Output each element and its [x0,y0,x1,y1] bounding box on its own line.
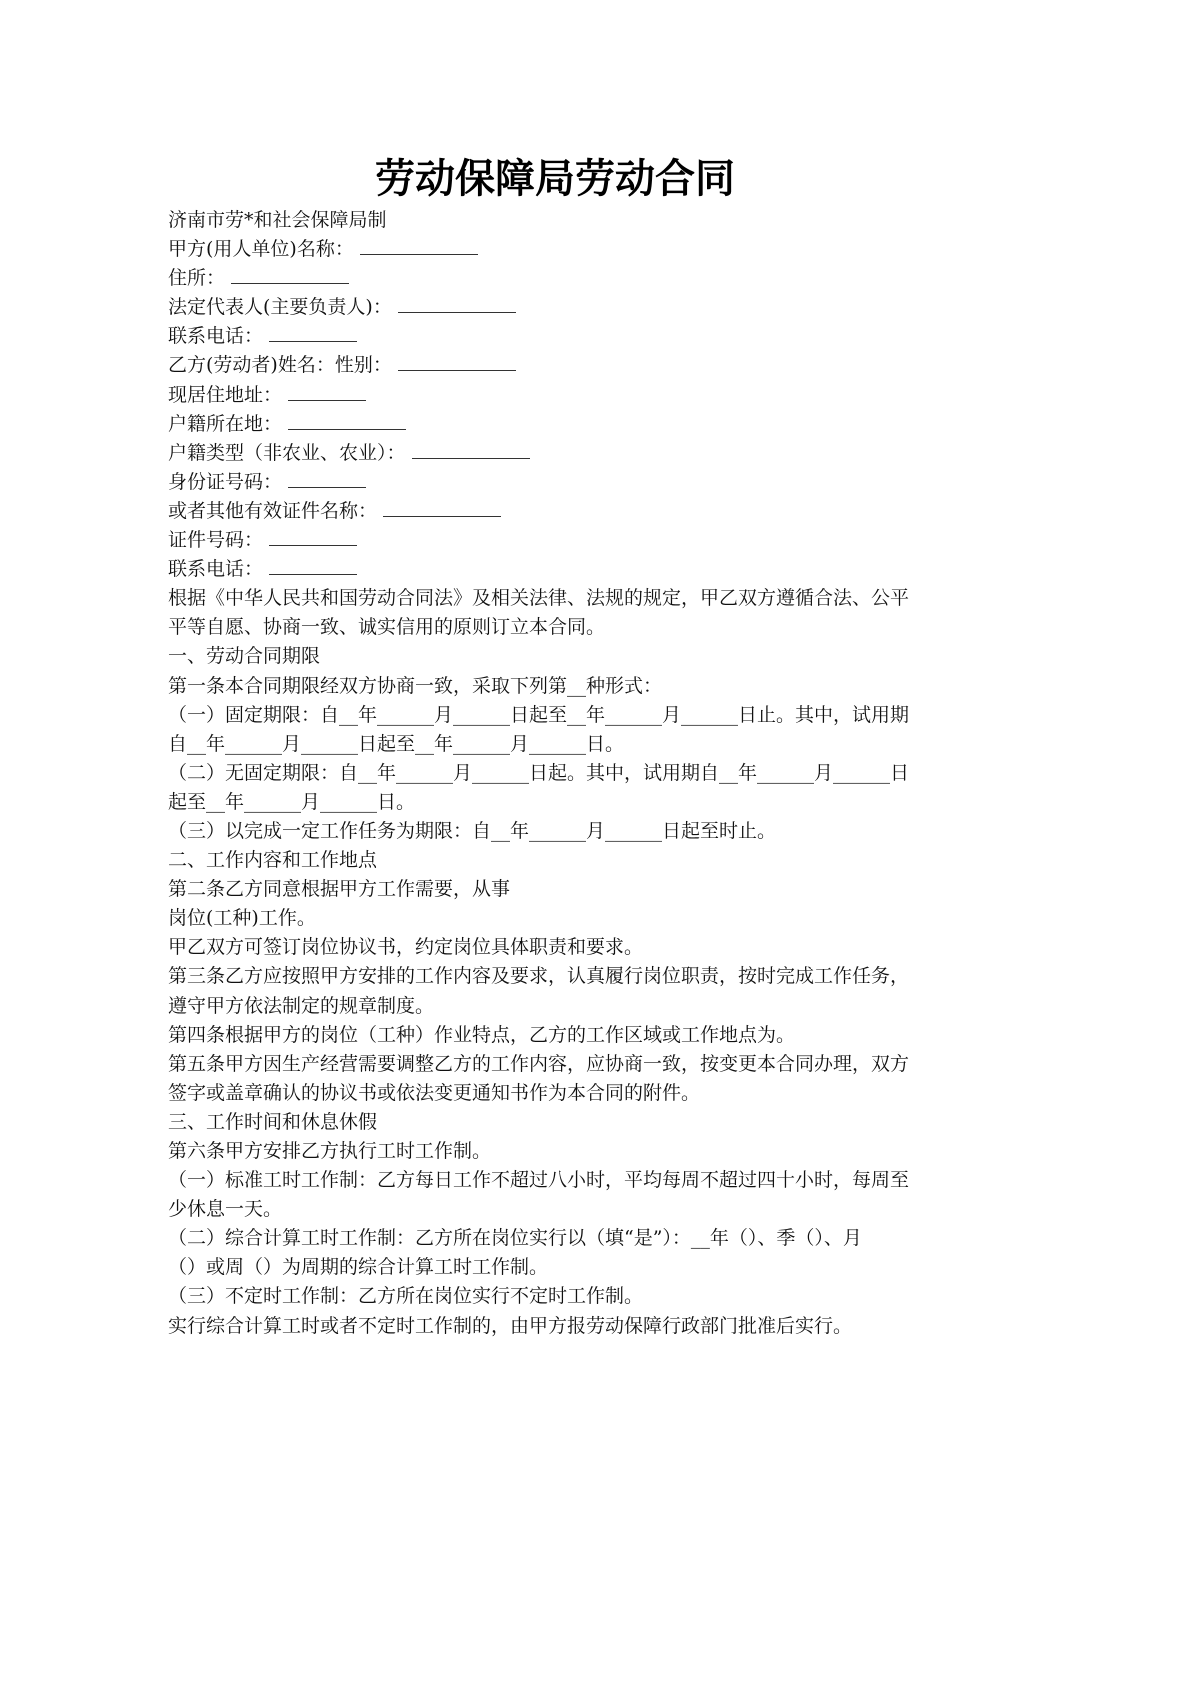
line-text: 乙方(劳动者)姓名：性别： [168,354,392,377]
document-line [168,1079,944,1108]
document-line [168,642,944,671]
line-text: 遵守甲方依法制定的规章制度。 [168,994,435,1017]
line-text: 法定代表人(主要负责人)： [168,296,392,319]
fill-in-blank [269,527,357,546]
document-line [168,235,944,264]
document-title: 劳动保障局劳动合同 [375,156,735,202]
line-text: （三）以完成一定工作任务为期限：自__年______月______日起至时止。 [168,819,777,842]
line-text: （）或周（）为周期的综合计算工时工作制。 [168,1256,549,1279]
fill-in-blank [269,323,357,342]
line-text: （二）综合计算工时工作制：乙方所在岗位实行以（填“是”）：__年（）、季（）、月 [168,1227,862,1250]
line-text: 平等自愿、协商一致、诚实信用的原则订立本合同。 [168,616,606,639]
line-text: 三、工作时间和休息休假 [168,1110,378,1133]
line-text: （二）无固定期限：自__年______月______日起。其中，试用期自__年______月______日 [168,761,910,784]
line-text: 身份证号码： [168,470,283,493]
document-line [168,1253,944,1282]
line-text: 实行综合计算工时或者不定时工作制的，由甲方报劳动保障行政部门批准后实行。 [168,1314,853,1337]
document-line [168,962,944,991]
line-text: 一、劳动合同期限 [168,645,321,668]
document-line [168,701,944,730]
line-text: 住所： [168,267,226,290]
fill-in-blank [288,382,366,401]
line-text: 第四条根据甲方的岗位（工种）作业特点，乙方的工作区域或工作地点为。 [168,1023,796,1046]
line-text: 岗位(工种)工作。 [168,907,316,930]
document-line [168,1282,944,1311]
document-line [168,555,944,584]
document-body [168,206,944,1341]
line-text: 第五条甲方因生产经营需要调整乙方的工作内容，应协商一致，按变更本合同办理，双方 [168,1052,910,1075]
document-line [168,1108,944,1137]
line-text: 甲方(用人单位)名称： [168,238,354,261]
document-line [168,817,944,846]
line-text: 或者其他有效证件名称： [168,499,378,522]
fill-in-blank [398,352,516,371]
document-line [168,730,944,759]
line-text: 第六条甲方安排乙方执行工时工作制。 [168,1140,492,1162]
document-line [168,788,944,817]
document-line [168,904,944,933]
line-text: 根据《中华人民共和国劳动合同法》及相关法律、法规的规定，甲乙双方遵循合法、公平 [168,587,910,610]
fill-in-blank [288,469,366,488]
document-line [168,1195,944,1224]
document-line [168,410,944,439]
document-line [168,584,944,613]
line-text: 济南市劳*和社会保障局制 [168,209,387,231]
line-text: 第三条乙方应按照甲方安排的工作内容及要求，认真履行岗位职责，按时完成工作任务， [168,965,910,988]
line-text: 少休息一天。 [168,1198,283,1221]
document-line [168,672,944,701]
line-text: （三）不定时工作制：乙方所在岗位实行不定时工作制。 [168,1285,644,1308]
document-line [168,206,944,235]
line-text: 起至__年______月______日。 [168,790,416,813]
document-line [168,1166,944,1195]
fill-in-blank [398,294,516,313]
document-line [168,439,944,468]
document-line [168,351,944,380]
document-line [168,1224,944,1253]
document-line [168,497,944,526]
document-line [168,759,944,788]
document-line [168,1137,944,1166]
document-line [168,1021,944,1050]
line-text: 证件号码： [168,529,264,552]
line-text: （一）标准工时工作制：乙方每日工作不超过八小时，平均每周不超过四十小时，每周至 [168,1169,910,1192]
document-line [168,933,944,962]
line-text: 自__年______月______日起至__年______月______日。 [168,732,625,755]
document-line [168,613,944,642]
fill-in-blank [412,440,530,459]
document-line [168,1050,944,1079]
document-line [168,293,944,322]
document-line [168,468,944,497]
document-line [168,322,944,351]
fill-in-blank [360,236,478,255]
document-line [168,264,944,293]
fill-in-blank [288,411,406,430]
line-text: 户籍所在地： [168,412,283,435]
line-text: 第一条本合同期限经双方协商一致，采取下列第__种形式： [168,674,663,697]
document-line [168,992,944,1021]
line-text: 甲乙双方可签订岗位协议书，约定岗位具体职责和要求。 [168,936,644,959]
line-text: 联系电话： [168,558,264,581]
document-line [168,846,944,875]
line-text: （一）固定期限：自__年______月______日起至__年______月______日止。其中，试用期 [168,703,910,726]
line-text: 第二条乙方同意根据甲方工作需要，从事 [168,878,511,901]
fill-in-blank [231,265,349,284]
document-line [168,381,944,410]
document-line [168,1312,944,1341]
line-text: 户籍类型（非农业、农业）： [168,441,406,464]
line-text: 二、工作内容和工作地点 [168,849,378,872]
fill-in-blank [383,498,501,517]
document-line [168,875,944,904]
fill-in-blank [269,556,357,575]
line-text: 联系电话： [168,325,264,348]
line-text: 现居住地址： [168,383,283,406]
document-line [168,526,944,555]
line-text: 签字或盖章确认的协议书或依法变更通知书作为本合同的附件。 [168,1081,701,1104]
